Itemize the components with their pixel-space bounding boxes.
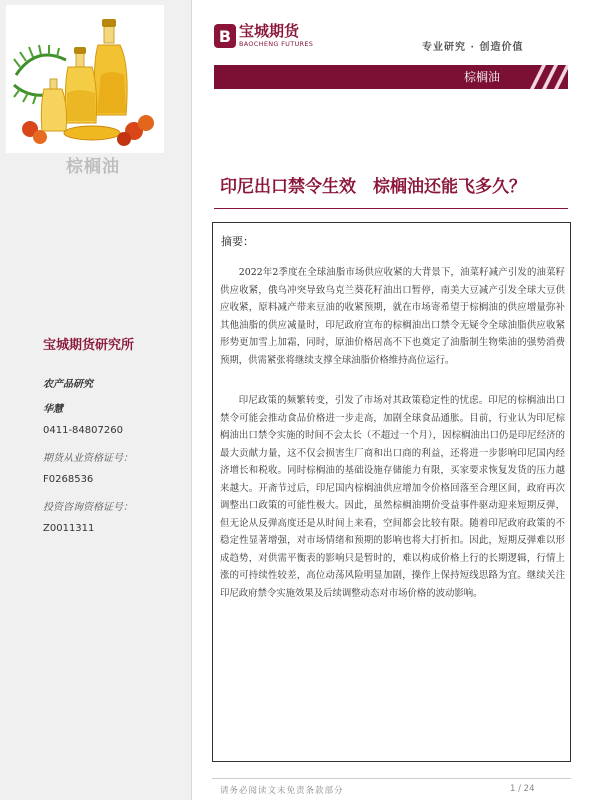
logo-chinese-name: 宝城期货 [239, 22, 300, 41]
logo-mark-icon: B [214, 24, 236, 48]
analyst-phone: 0411-84807260 [43, 425, 123, 436]
banner-label: 棕榈油 [464, 70, 501, 84]
qualification-number: F0268536 [43, 474, 94, 485]
abstract-title: 摘要： [221, 235, 254, 248]
slogan: 专业研究 · 创造价值 [422, 42, 524, 53]
category-banner [214, 65, 568, 89]
headline-divider [214, 208, 568, 209]
palm-oil-cover-image [6, 5, 164, 153]
report-headline: 印尼出口禁令生效 棕榈油还能飞多久？ [220, 177, 526, 197]
sidebar-title: 棕榈油 [66, 157, 120, 177]
logo-english-name: BAOCHENG FUTURES [239, 40, 314, 49]
company-logo [214, 24, 313, 48]
page-number: 1 / 24 [510, 784, 535, 794]
qualification-label: 期货从业资格证号： [43, 453, 133, 464]
footer-divider [212, 778, 571, 779]
consulting-number: Z0011311 [43, 523, 95, 534]
analyst-category: 农产品研究 [43, 379, 93, 390]
consulting-label: 投资咨询资格证号： [43, 502, 133, 513]
research-institute-name: 宝城期货研究所 [43, 338, 135, 353]
banner-stripes-decoration [520, 65, 568, 89]
abstract-paragraph-2: 印尼政策的频繁转变，引发了市场对其政策稳定性的忧虑。印尼的棕榈油出口禁令可能会推动食品价格进一步走高，加剧全球食品通胀。目前，行业认为印尼棕榈油出口禁令实施的时间不会太长（不超过一个月），因棕榈油出口仍是印尼经济的最大贡献力量，这不仅会损害生厂商和出口商的利益，还将进一步影响印尼国内经济增长和税收。同时棕榈油的基础设施存储能力有限，买家要求恢复发货的压力越来越大。开斋节过后，印尼国内棕榈油供应增加令价格回落至合理区间，政府再次调整出口政策的可能性极大。因此，虽然棕榈油期价受益事件驱动迎来短期反弹，但无论从反弹高度还是从时间上来看，空间都会比较有限。随着印尼政府政策的不稳定性显著增强，对市场情绪和预期的影响也将大打折扣。因此，短期反弹难以形成趋势，对供需平衡表的影响只是暂时的，难以构成价格上行的长期逻辑，行情上涨的可持续性较差，高位动荡风险明显加剧，操作上保持短线思路为宜。继续关注印尼政府禁令实施效果及后续调整动态对市场价格的波动影响。 [220, 395, 565, 599]
sidebar-divider [191, 0, 192, 800]
sidebar [0, 0, 191, 800]
footer-disclaimer: 请务必阅读文末免责条款部分 [220, 786, 344, 796]
analyst-name: 华慧 [43, 404, 63, 415]
abstract-paragraph-1: 2022年2季度在全球油脂市场供应收紧的大背景下，油菜籽减产引发的油菜籽供应收紧，俄乌冲突导致乌克兰葵花籽油出口暂停，南美大豆减产引发全球大豆供应收紧，原料减产带来豆油的收紧预期，就在市场寄希望于棕榈油的供应增量弥补其他油脂的供应减量时，印尼政府宣布的棕榈油出口禁令无疑令全球油脂供应收紧形势更加雪上加霜，同时，原油价格居高不下也奠定了油脂制生物柴油的强势消费预期，供需紧张将继续支撑全球油脂价格维持高位运行。 [220, 267, 565, 366]
